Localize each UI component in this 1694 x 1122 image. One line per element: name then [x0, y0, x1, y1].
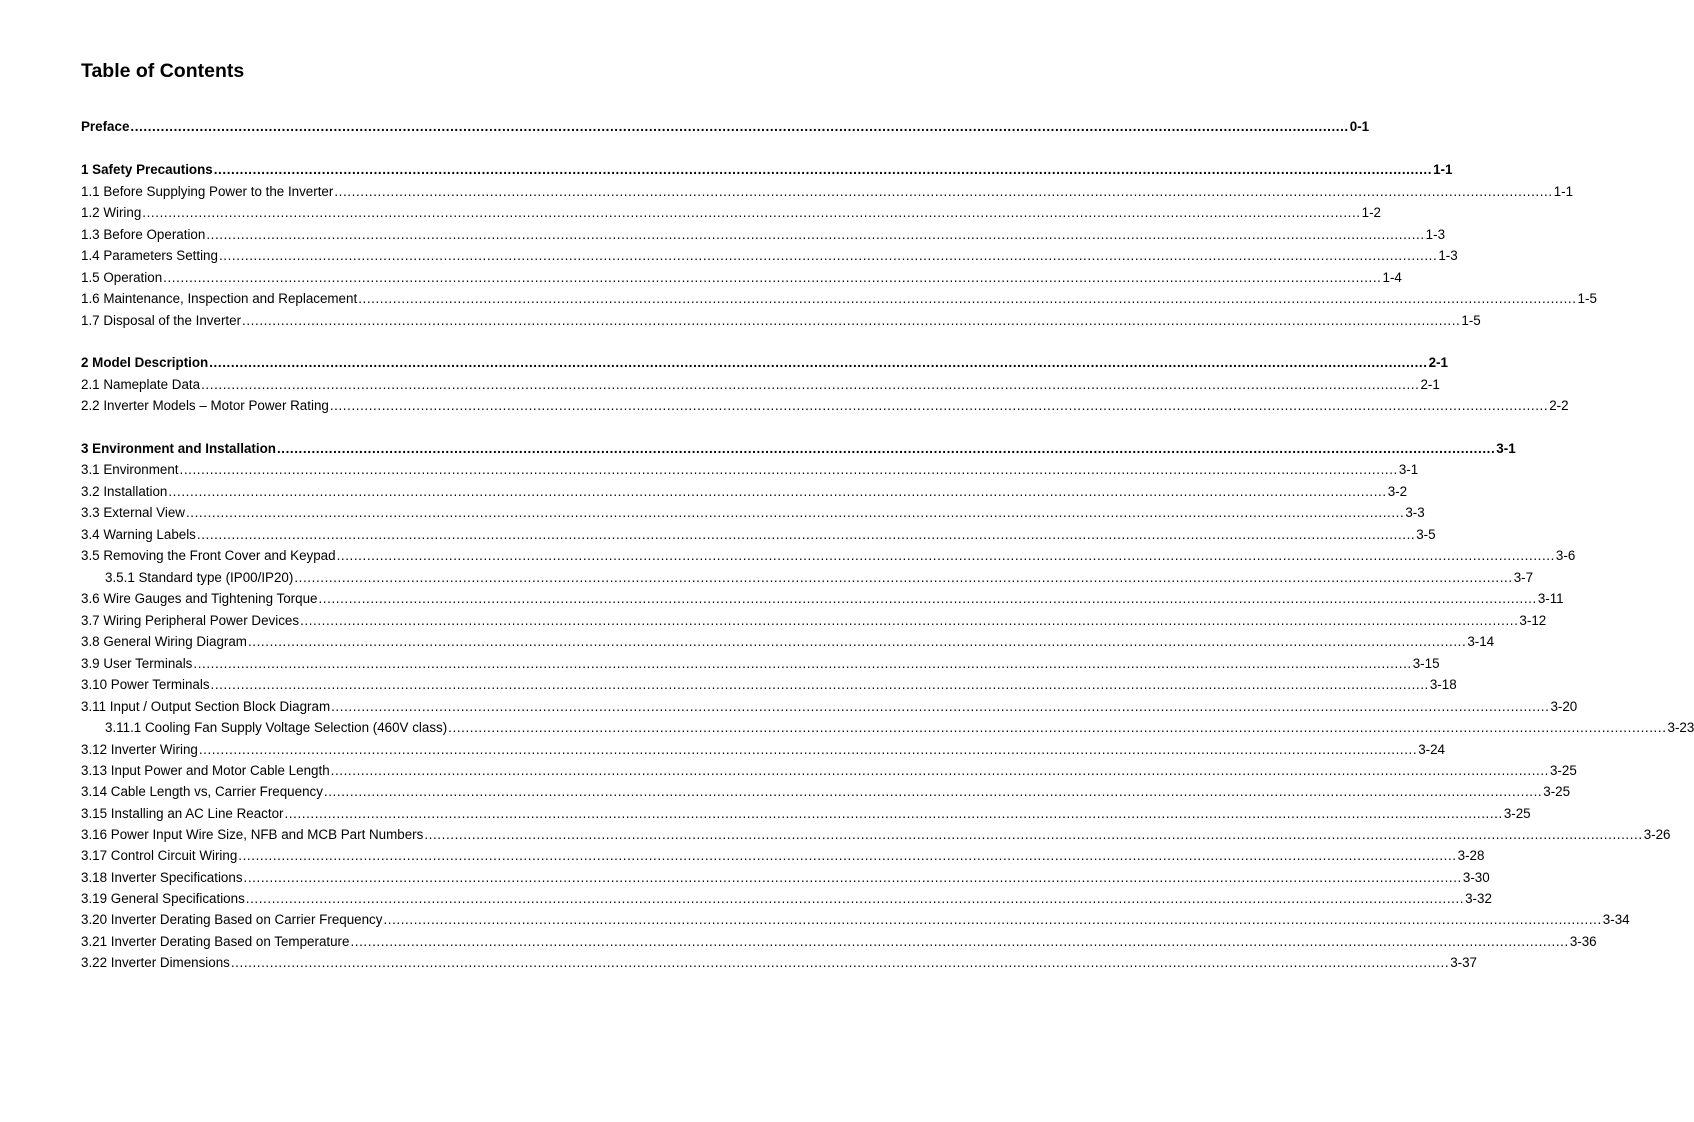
dot-leader: ..........................................................................................................................................................................................................................................................................................: [358, 291, 1577, 306]
toc-entry-3-14[interactable]: [81, 781, 1571, 802]
dot-leader: ..........................................................................................................................................................................................................................................................................................: [424, 827, 1643, 842]
dot-leader: ..........................................................................................................................................................................................................................................................................................: [209, 355, 1428, 370]
dot-leader: ..........................................................................................................................................................................................................................................................................................: [198, 742, 1418, 757]
toc-list: [81, 0, 1694, 1122]
toc-entry-page: 3-28: [1457, 848, 1485, 863]
toc-entry-label: 1.1 Before Supplying Power to the Inverter: [81, 184, 334, 199]
dot-leader: ..........................................................................................................................................................................................................................................................................................: [329, 398, 1549, 413]
toc-entry-3-15[interactable]: [81, 803, 1531, 824]
toc-entry-page: 3-3: [1405, 505, 1425, 520]
toc-entry-3-11-1[interactable]: [81, 717, 1694, 738]
toc-entry-label: 3.6 Wire Gauges and Tightening Torque: [81, 591, 318, 606]
dot-leader: ..........................................................................................................................................................................................................................................................................................: [230, 955, 1450, 970]
toc-entry-page: 3-25: [1503, 806, 1531, 821]
toc-entry-page: 3-15: [1412, 656, 1440, 671]
toc-entry-3-13[interactable]: [81, 760, 1577, 781]
toc-entry-page: 1-1: [1433, 162, 1453, 177]
toc-entry-label: 3.15 Installing an AC Line Reactor: [81, 806, 284, 821]
toc-entry-label: 2.2 Inverter Models – Motor Power Rating: [81, 398, 329, 413]
dot-leader: ..........................................................................................................................................................................................................................................................................................: [168, 484, 1387, 499]
dot-leader: ..........................................................................................................................................................................................................................................................................................: [206, 227, 1425, 242]
toc-entry-3-18[interactable]: [81, 867, 1490, 888]
toc-entry-chapter-2[interactable]: [81, 352, 1448, 373]
toc-entry-label: 2 Model Description: [81, 355, 209, 370]
toc-entry-page: 3-12: [1519, 613, 1547, 628]
toc-entry-label: 3.18 Inverter Specifications: [81, 870, 243, 885]
toc-entry-page: 3-11: [1537, 591, 1564, 606]
toc-entry-chapter-1[interactable]: [81, 159, 1453, 180]
dot-leader: ..........................................................................................................................................................................................................................................................................................: [193, 656, 1412, 671]
toc-entry-3-3[interactable]: [81, 502, 1425, 523]
dot-leader: ..........................................................................................................................................................................................................................................................................................: [294, 570, 1513, 585]
dot-leader: ..........................................................................................................................................................................................................................................................................................: [331, 699, 1550, 714]
toc-entry-page: 3-25: [1543, 784, 1571, 799]
toc-entry-label: 3.14 Cable Length vs, Carrier Frequency: [81, 784, 323, 799]
toc-entry-page: 3-2: [1387, 484, 1408, 499]
toc-entry-3-16[interactable]: [81, 824, 1671, 845]
dot-leader: ..........................................................................................................................................................................................................................................................................................: [213, 162, 1433, 177]
toc-entry-chapter-3[interactable]: [81, 438, 1516, 459]
toc-entry-page: 3-26: [1643, 827, 1671, 842]
toc-entry-label: 1.7 Disposal of the Inverter: [81, 313, 242, 328]
toc-entry-page: 3-37: [1450, 955, 1478, 970]
toc-entry-label: 3.1 Environment: [81, 462, 179, 477]
toc-entry-3-11[interactable]: [81, 696, 1578, 717]
toc-entry-3-17[interactable]: [81, 845, 1485, 866]
toc-entry-label: 3.5.1 Standard type (IP00/IP20): [105, 570, 294, 585]
toc-entry-3-12[interactable]: [81, 739, 1445, 760]
toc-entry-3-19[interactable]: [81, 888, 1492, 909]
toc-entry-page: 1-4: [1382, 270, 1402, 285]
toc-entry-label: 1.3 Before Operation: [81, 227, 206, 242]
toc-entry-page: 1-2: [1361, 205, 1381, 220]
toc-entry-label: Preface: [81, 119, 130, 134]
dot-leader: ..........................................................................................................................................................................................................................................................................................: [448, 720, 1667, 735]
toc-entry-2-2[interactable]: [81, 395, 1569, 416]
dot-leader: ..........................................................................................................................................................................................................................................................................................: [130, 119, 1349, 134]
toc-entry-3-5-1[interactable]: [81, 567, 1534, 588]
toc-entry-3-10[interactable]: [81, 674, 1457, 695]
toc-entry-3-1[interactable]: [81, 459, 1419, 480]
dot-leader: ..........................................................................................................................................................................................................................................................................................: [163, 270, 1382, 285]
toc-entry-label: 3.20 Inverter Derating Based on Carrier Frequency: [81, 912, 383, 927]
toc-entry-label: 3.8 General Wiring Diagram: [81, 634, 247, 649]
toc-entry-label: 3.10 Power Terminals: [81, 677, 210, 692]
toc-entry-page: 3-30: [1462, 870, 1490, 885]
toc-entry-label: 3.5 Removing the Front Cover and Keypad: [81, 548, 336, 563]
toc-entry-page: 3-32: [1465, 891, 1492, 906]
toc-entry-page: 3-24: [1418, 742, 1445, 757]
toc-entry-page: 3-36: [1569, 934, 1597, 949]
toc-entry-page: 3-25: [1549, 763, 1577, 778]
toc-entry-label: 3.21 Inverter Derating Based on Temperature: [81, 934, 350, 949]
toc-entry-label: 1.5 Operation: [81, 270, 163, 285]
dot-leader: ..........................................................................................................................................................................................................................................................................................: [210, 677, 1429, 692]
toc-entry-3-22[interactable]: [81, 952, 1478, 973]
dot-leader: ..........................................................................................................................................................................................................................................................................................: [218, 248, 1438, 263]
toc-entry-3-2[interactable]: [81, 481, 1408, 502]
toc-entry-3-20[interactable]: [81, 909, 1630, 930]
dot-leader: ..........................................................................................................................................................................................................................................................................................: [243, 870, 1462, 885]
dot-leader: ..........................................................................................................................................................................................................................................................................................: [336, 548, 1555, 563]
dot-leader: ..........................................................................................................................................................................................................................................................................................: [242, 313, 1461, 328]
toc-entry-page: 3-7: [1513, 570, 1534, 585]
toc-entry-label: 2.1 Nameplate Data: [81, 377, 201, 392]
toc-entry-3-4[interactable]: [81, 524, 1436, 545]
toc-entry-page: 1-1: [1553, 184, 1574, 199]
toc-entry-page: 2-1: [1420, 377, 1440, 392]
toc-entry-page: 1-3: [1425, 227, 1446, 242]
toc-entry-page: 3-1: [1496, 441, 1516, 456]
toc-entry-label: 3.17 Control Circuit Wiring: [81, 848, 238, 863]
dot-leader: ..........................................................................................................................................................................................................................................................................................: [179, 462, 1398, 477]
toc-entry-1-5[interactable]: [81, 267, 1402, 288]
toc-entry-page: 2-2: [1549, 398, 1569, 413]
toc-entry-1-2[interactable]: [81, 202, 1381, 223]
toc-entry-page: 1-5: [1577, 291, 1597, 306]
dot-leader: ..........................................................................................................................................................................................................................................................................................: [330, 763, 1549, 778]
toc-entry-page: 3-5: [1416, 527, 1436, 542]
dot-leader: ..........................................................................................................................................................................................................................................................................................: [238, 848, 1457, 863]
dot-leader: ..........................................................................................................................................................................................................................................................................................: [318, 591, 1537, 606]
dot-leader: ..........................................................................................................................................................................................................................................................................................: [142, 205, 1361, 220]
toc-entry-label: 3.4 Warning Labels: [81, 527, 196, 542]
toc-entry-2-1[interactable]: [81, 374, 1440, 395]
toc-entry-page: 3-23: [1667, 720, 1694, 735]
toc-entry-label: 1.4 Parameters Setting: [81, 248, 218, 263]
toc-entry-1-4[interactable]: [81, 245, 1458, 266]
toc-entry-1-7[interactable]: [81, 310, 1481, 331]
toc-entry-page: 1-5: [1461, 313, 1481, 328]
toc-entry-label: 3.16 Power Input Wire Size, NFB and MCB Part Numbers: [81, 827, 424, 842]
toc-entry-label: 1.2 Wiring: [81, 205, 142, 220]
dot-leader: ..........................................................................................................................................................................................................................................................................................: [201, 377, 1420, 392]
toc-entry-preface[interactable]: [81, 116, 1370, 137]
dot-leader: ..........................................................................................................................................................................................................................................................................................: [196, 527, 1416, 542]
toc-entry-page: 3-6: [1555, 548, 1576, 563]
toc-entry-page: 3-20: [1550, 699, 1578, 714]
toc-entry-page: 0-1: [1349, 119, 1370, 134]
toc-entry-label: 3.9 User Terminals: [81, 656, 193, 671]
toc-entry-3-7[interactable]: [81, 610, 1547, 631]
toc-entry-label: 3.22 Inverter Dimensions: [81, 955, 230, 970]
toc-entry-page: 1-3: [1438, 248, 1458, 263]
dot-leader: ..........................................................................................................................................................................................................................................................................................: [350, 934, 1569, 949]
toc-entry-page: 3-14: [1467, 634, 1495, 649]
toc-entry-label: 3.11 Input / Output Section Block Diagram: [81, 699, 331, 714]
toc-entry-label: 3.11.1 Cooling Fan Supply Voltage Selection (460V class): [105, 720, 448, 735]
toc-entry-label: 3.7 Wiring Peripheral Power Devices: [81, 613, 300, 628]
toc-entry-1-1[interactable]: [81, 181, 1574, 202]
toc-entry-3-9[interactable]: [81, 653, 1440, 674]
toc-entry-1-3[interactable]: [81, 224, 1446, 245]
toc-entry-label: 3.3 External View: [81, 505, 185, 520]
toc-entry-label: 3.2 Installation: [81, 484, 168, 499]
toc-entry-1-6[interactable]: [81, 288, 1597, 309]
dot-leader: ..........................................................................................................................................................................................................................................................................................: [247, 634, 1467, 649]
dot-leader: ..........................................................................................................................................................................................................................................................................................: [334, 184, 1553, 199]
dot-leader: ..........................................................................................................................................................................................................................................................................................: [245, 891, 1465, 906]
toc-entry-label: 3.19 General Specifications: [81, 891, 245, 906]
toc-entry-page: 3-1: [1398, 462, 1419, 477]
toc-entry-3-21[interactable]: [81, 931, 1597, 952]
dot-leader: ..........................................................................................................................................................................................................................................................................................: [383, 912, 1602, 927]
toc-entry-page: 3-18: [1429, 677, 1457, 692]
toc-entry-page: 2-1: [1428, 355, 1448, 370]
toc-entry-3-5[interactable]: [81, 545, 1576, 566]
toc-entry-3-6[interactable]: [81, 588, 1564, 609]
page-title: Table of Contents: [81, 60, 245, 82]
toc-entry-label: 3.13 Input Power and Motor Cable Length: [81, 763, 330, 778]
dot-leader: ..........................................................................................................................................................................................................................................................................................: [323, 784, 1543, 799]
toc-entry-label: 1.6 Maintenance, Inspection and Replacement: [81, 291, 358, 306]
toc-entry-label: 3 Environment and Installation: [81, 441, 276, 456]
toc-entry-page: 3-34: [1602, 912, 1630, 927]
dot-leader: ..........................................................................................................................................................................................................................................................................................: [276, 441, 1496, 456]
toc-entry-3-8[interactable]: [81, 631, 1495, 652]
dot-leader: ..........................................................................................................................................................................................................................................................................................: [185, 505, 1405, 520]
toc-entry-label: 1 Safety Precautions: [81, 162, 213, 177]
dot-leader: ..........................................................................................................................................................................................................................................................................................: [284, 806, 1503, 821]
dot-leader: ..........................................................................................................................................................................................................................................................................................: [300, 613, 1519, 628]
toc-entry-label: 3.12 Inverter Wiring: [81, 742, 198, 757]
